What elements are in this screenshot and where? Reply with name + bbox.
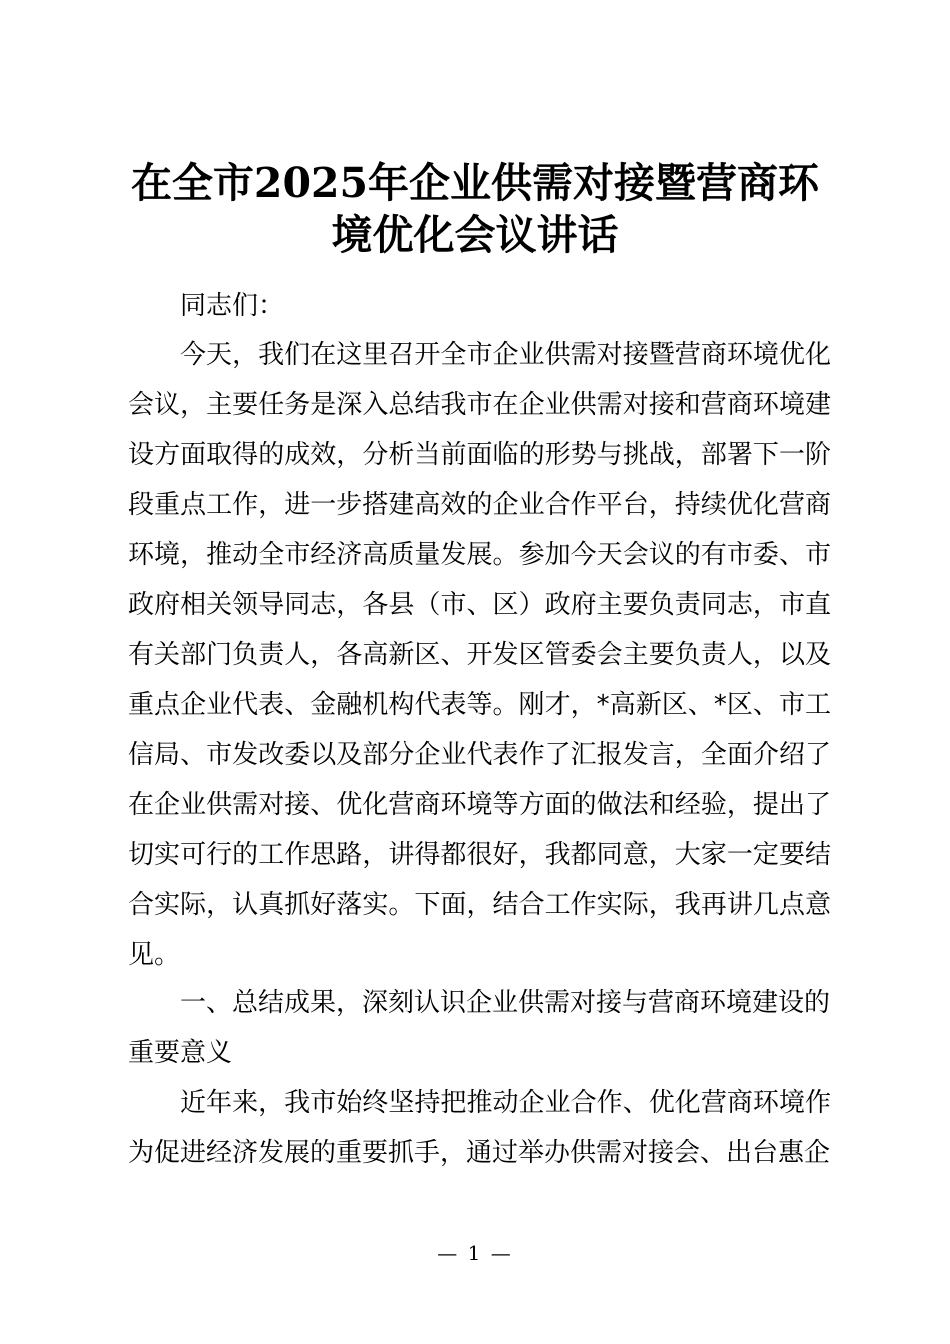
document-title: 在全市2025年企业供需对接暨营商环 境优化会议讲话 (130, 159, 820, 259)
section-heading-1: 一、总结成果，深刻认识企业供需对接与营商环境建设的重要意义 (128, 988, 831, 1068)
paragraph-section-1: 近年来，我市始终坚持把推动企业合作、优化营商环境作为促进经济发展的重要抓手，通过举办供需对接会、出台惠企 (128, 1088, 831, 1168)
salutation: 同志们： (180, 291, 285, 321)
paragraph-opening: 今天，我们在这里召开全市企业供需对接暨营商环境优化会议，主要任务是深入总结我市在企业供需对接和营商环境建设方面取得的成效，分析当前面临的形势与挑战，部署下一阶段重点工作，进一步搭建高效的企业合作平台，持续优化营商环境，推动全市经济高质量发展。参加今天会议的有市委、市政府相关领导同志，各县（市、区）政府主要负责同志，市直有关部门负责人，各高新区、开发区管委会主要负责人，以及重点企业代表、金融机构代表等。刚才，*高新区、*区、市工信局、市发改委以及部分企业代表作了汇报发言，全面介绍了在企业供需对接、优化营商环境等方面的做法和经验，提出了切实可行的工作思路，讲得都很好，我都同意，大家一定要结合实际，认真抓好落实。下面，结合工作实际，我再讲几点意见。 (128, 340, 831, 970)
page-number: — 1 — (437, 1241, 513, 1265)
